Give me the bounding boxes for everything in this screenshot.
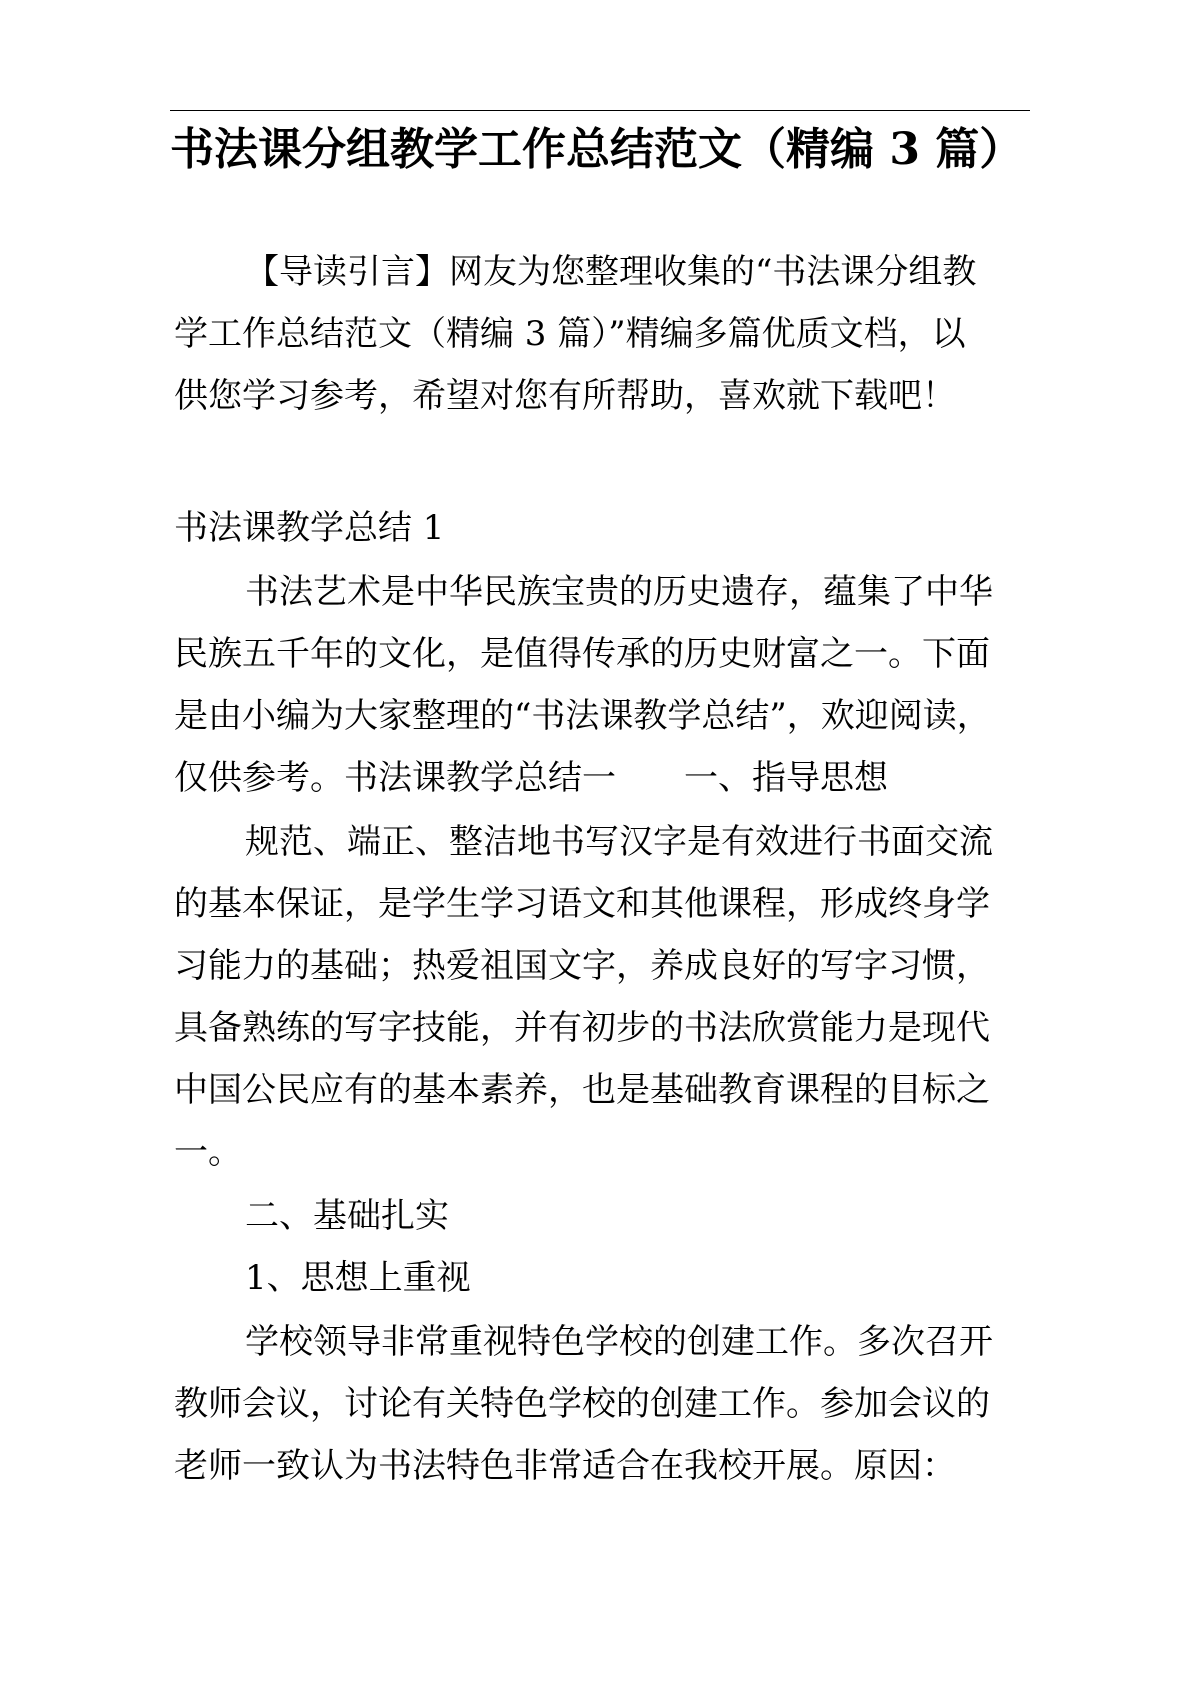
title-top-rule [170,110,1030,111]
intro-line: 【导读引言】网友为您整理收集的“书法课分组教 [245,252,977,292]
intro-line: 学工作总结范文（精编 3 篇）”精编多篇优质文档，以 [174,314,966,354]
paragraph-line: 是由小编为大家整理的“书法课教学总结”，欢迎阅读， [174,696,991,736]
paragraph-line: 一。 [174,1132,242,1172]
paragraph-line: 中国公民应有的基本素养，也是基础教育课程的目标之 [174,1070,990,1110]
paragraph-line: 仅供参考。书法课教学总结一 一、指导思想 [174,758,888,798]
paragraph-line: 习能力的基础；热爱祖国文字，养成良好的写字习惯， [174,946,990,986]
paragraph-line: 书法艺术是中华民族宝贵的历史遗存，蕴集了中华 [245,572,993,612]
paragraph-line: 老师一致认为书法特色非常适合在我校开展。原因： [174,1446,956,1486]
intro-line: 供您学习参考，希望对您有所帮助，喜欢就下载吧！ [174,376,956,416]
paragraph-line: 的基本保证，是学生学习语文和其他课程，形成终身学 [174,884,990,924]
paragraph-line: 规范、端正、整洁地书写汉字是有效进行书面交流 [245,822,993,862]
paragraph-line: 民族五千年的文化，是值得传承的历史财富之一。下面 [174,634,990,674]
subheading: 二、基础扎实 [245,1196,449,1236]
paragraph-line: 教师会议，讨论有关特色学校的创建工作。参加会议的 [174,1384,990,1424]
subheading: 1、思想上重视 [245,1258,471,1298]
paragraph-line: 学校领导非常重视特色学校的创建工作。多次召开 [245,1322,993,1362]
section-heading: 书法课教学总结 1 [174,508,445,548]
document-title: 书法课分组教学工作总结范文（精编 3 篇） [170,124,1024,175]
paragraph-line: 具备熟练的写字技能，并有初步的书法欣赏能力是现代 [174,1008,990,1048]
